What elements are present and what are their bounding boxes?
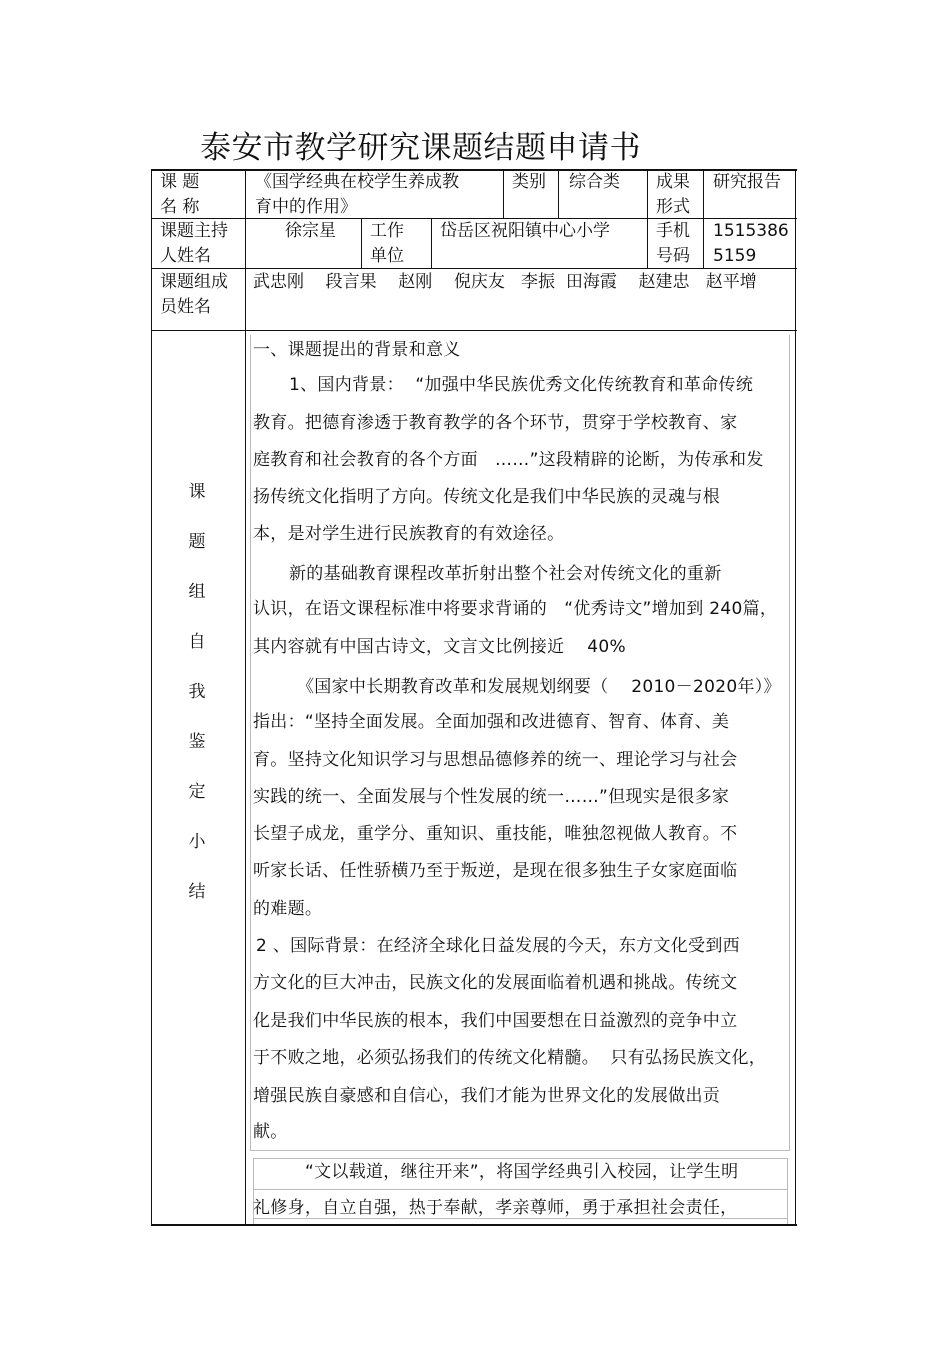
paragraph-line: 于不败之地，必须弘扬我们的传统文化精髓。 只有弘扬民族文化， bbox=[253, 1048, 767, 1068]
host-name-value: 徐宗星 bbox=[285, 221, 336, 241]
table-border-right bbox=[795, 169, 796, 1225]
paragraph-line: 的难题。 bbox=[253, 899, 323, 919]
phone-label-line1: 手机 bbox=[656, 221, 690, 241]
result-form-label bbox=[656, 170, 690, 220]
paragraph-line: 新的基础教育课程改革折射出整个社会对传统文化的重新 bbox=[289, 564, 722, 584]
paragraph-line: 2 、国际背景：在经济全球化日益发展的今天，东方文化受到西 bbox=[256, 936, 740, 956]
section-heading: 一、课题提出的背景和意义 bbox=[253, 340, 461, 360]
table-border-top bbox=[151, 169, 797, 171]
inner-box-bottom bbox=[250, 1150, 790, 1151]
table-divider-r1-d bbox=[703, 169, 704, 268]
paragraph-line: 认识，在语文课程标准中将要求背诵的 “优秀诗文”增加到 240篇， bbox=[253, 599, 778, 619]
table-border-row2 bbox=[151, 268, 797, 269]
paragraph-line: 献。 bbox=[253, 1122, 288, 1142]
phone-value-line1: 1515386 bbox=[713, 221, 789, 241]
host-name-label-line2: 人姓名 bbox=[160, 246, 211, 266]
phone-value bbox=[713, 219, 789, 269]
work-unit-label-line1: 工作 bbox=[370, 221, 404, 241]
phone-value-line2: 5159 bbox=[713, 246, 757, 266]
vertical-char: 定 bbox=[188, 782, 206, 802]
topic-name-value bbox=[255, 170, 459, 220]
table-border-row3 bbox=[151, 330, 797, 331]
result-form-label-line1: 成果 bbox=[656, 172, 690, 192]
paragraph-line: 实践的统一、全面发展与个性发展的统一……”但现实是很多家 bbox=[253, 787, 730, 807]
work-unit-label-line2: 单位 bbox=[370, 246, 404, 266]
topic-name-value-line1: 《国学经典在校学生养成教 bbox=[255, 172, 459, 192]
table-divider-r1-b bbox=[558, 169, 559, 218]
paragraph-line: 育。坚持文化知识学习与思想品德修养的统一、理论学习与社会 bbox=[253, 750, 738, 770]
text-box-top bbox=[253, 1158, 788, 1159]
category-label: 类别 bbox=[512, 172, 546, 192]
vertical-char: 我 bbox=[188, 682, 206, 702]
vertical-char: 自 bbox=[188, 632, 206, 652]
work-unit-value: 岱岳区祝阳镇中心小学 bbox=[440, 221, 610, 241]
topic-name-label-line1: 课 题 bbox=[160, 172, 200, 192]
paragraph-line: 增强民族自豪感和自信心，我们才能为世界文化的发展做出贡 bbox=[253, 1086, 721, 1106]
members-label-line1: 课题组成 bbox=[160, 272, 228, 292]
vertical-char: 课 bbox=[188, 482, 206, 502]
inner-box-left bbox=[250, 335, 251, 1150]
table-divider-r2-b bbox=[431, 218, 432, 268]
host-name-label bbox=[160, 219, 228, 269]
paragraph-line: 《国家中长期教育改革和发展规划纲要（ 2010－2020年）》 bbox=[297, 677, 781, 697]
paragraph-line: 其内容就有中国古诗文，文言文比例接近 40% bbox=[253, 637, 626, 657]
paragraph-line: 化是我们中华民族的根本，我们中国要想在日益激烈的竞争中立 bbox=[253, 1011, 738, 1031]
paragraph-line: 庭教育和社会教育的各个方面 ……”这段精辟的论断，为传承和发 bbox=[253, 450, 764, 470]
members-label bbox=[160, 270, 228, 320]
paragraph-line: 1、国内背景： “加强中华民族优秀文化传统教育和革命传统 bbox=[289, 375, 754, 395]
paragraph-line: 指出：“坚持全面发展。全面加强和改进德育、智育、体育、美 bbox=[253, 712, 730, 732]
document-title: 泰安市教学研究课题结题申请书 bbox=[200, 130, 641, 166]
category-value: 综合类 bbox=[569, 172, 620, 192]
phone-label bbox=[656, 219, 690, 269]
table-divider-r1-a bbox=[503, 169, 504, 218]
table-divider-r1-c bbox=[647, 169, 648, 268]
paragraph-line: 听家长话、任性骄横乃至于叛逆，是现在很多独生子女家庭面临 bbox=[253, 861, 738, 881]
members-value: 武忠刚 段言果 赵刚 倪庆友 李振 田海霞 赵建忠 赵平增 bbox=[253, 272, 757, 292]
table-border-bottom bbox=[151, 1224, 797, 1226]
topic-name-value-line2: 育中的作用》 bbox=[255, 197, 357, 217]
box-paragraph-line: “文以载道，继往开来”，将国学经典引入校园，让学生明 bbox=[305, 1162, 739, 1182]
vertical-char: 小 bbox=[188, 832, 206, 852]
vertical-char: 组 bbox=[188, 582, 206, 602]
result-form-label-line2: 形式 bbox=[656, 197, 690, 217]
text-box-mid bbox=[253, 1189, 788, 1190]
table-divider-r2-a bbox=[361, 218, 362, 268]
paragraph-line: 扬传统文化指明了方向。传统文化是我们中华民族的灵魂与根 bbox=[253, 487, 721, 507]
members-label-line2: 员姓名 bbox=[160, 297, 211, 317]
text-box-right bbox=[787, 1158, 788, 1224]
host-name-label-line1: 课题主持 bbox=[160, 221, 228, 241]
inner-box-right bbox=[789, 335, 790, 1150]
topic-name-label-line2: 名 称 bbox=[160, 197, 200, 217]
box-paragraph-line: 礼修身，自立自强，热于奉献，孝亲尊师，勇于承担社会责任， bbox=[253, 1198, 738, 1218]
paragraph-line: 教育。把德育渗透于教育教学的各个环节，贯穿于学校教育、家 bbox=[253, 413, 738, 433]
phone-label-line2: 号码 bbox=[656, 246, 690, 266]
work-unit-label bbox=[370, 219, 404, 269]
vertical-char: 题 bbox=[188, 532, 206, 552]
result-form-value: 研究报告 bbox=[713, 172, 781, 192]
paragraph-line: 长望子成龙，重学分、重知识、重技能，唯独忽视做人教育。不 bbox=[253, 824, 738, 844]
table-divider-label-col bbox=[245, 169, 246, 1225]
paragraph-line: 本，是对学生进行民族教育的有效途径。 bbox=[253, 524, 565, 544]
vertical-char: 结 bbox=[188, 882, 206, 902]
paragraph-line: 方文化的巨大冲击，民族文化的发展面临着机遇和挑战。传统文 bbox=[253, 973, 738, 993]
topic-name-label bbox=[160, 170, 199, 220]
vertical-char: 鉴 bbox=[188, 732, 206, 752]
table-border-left bbox=[151, 169, 152, 1225]
